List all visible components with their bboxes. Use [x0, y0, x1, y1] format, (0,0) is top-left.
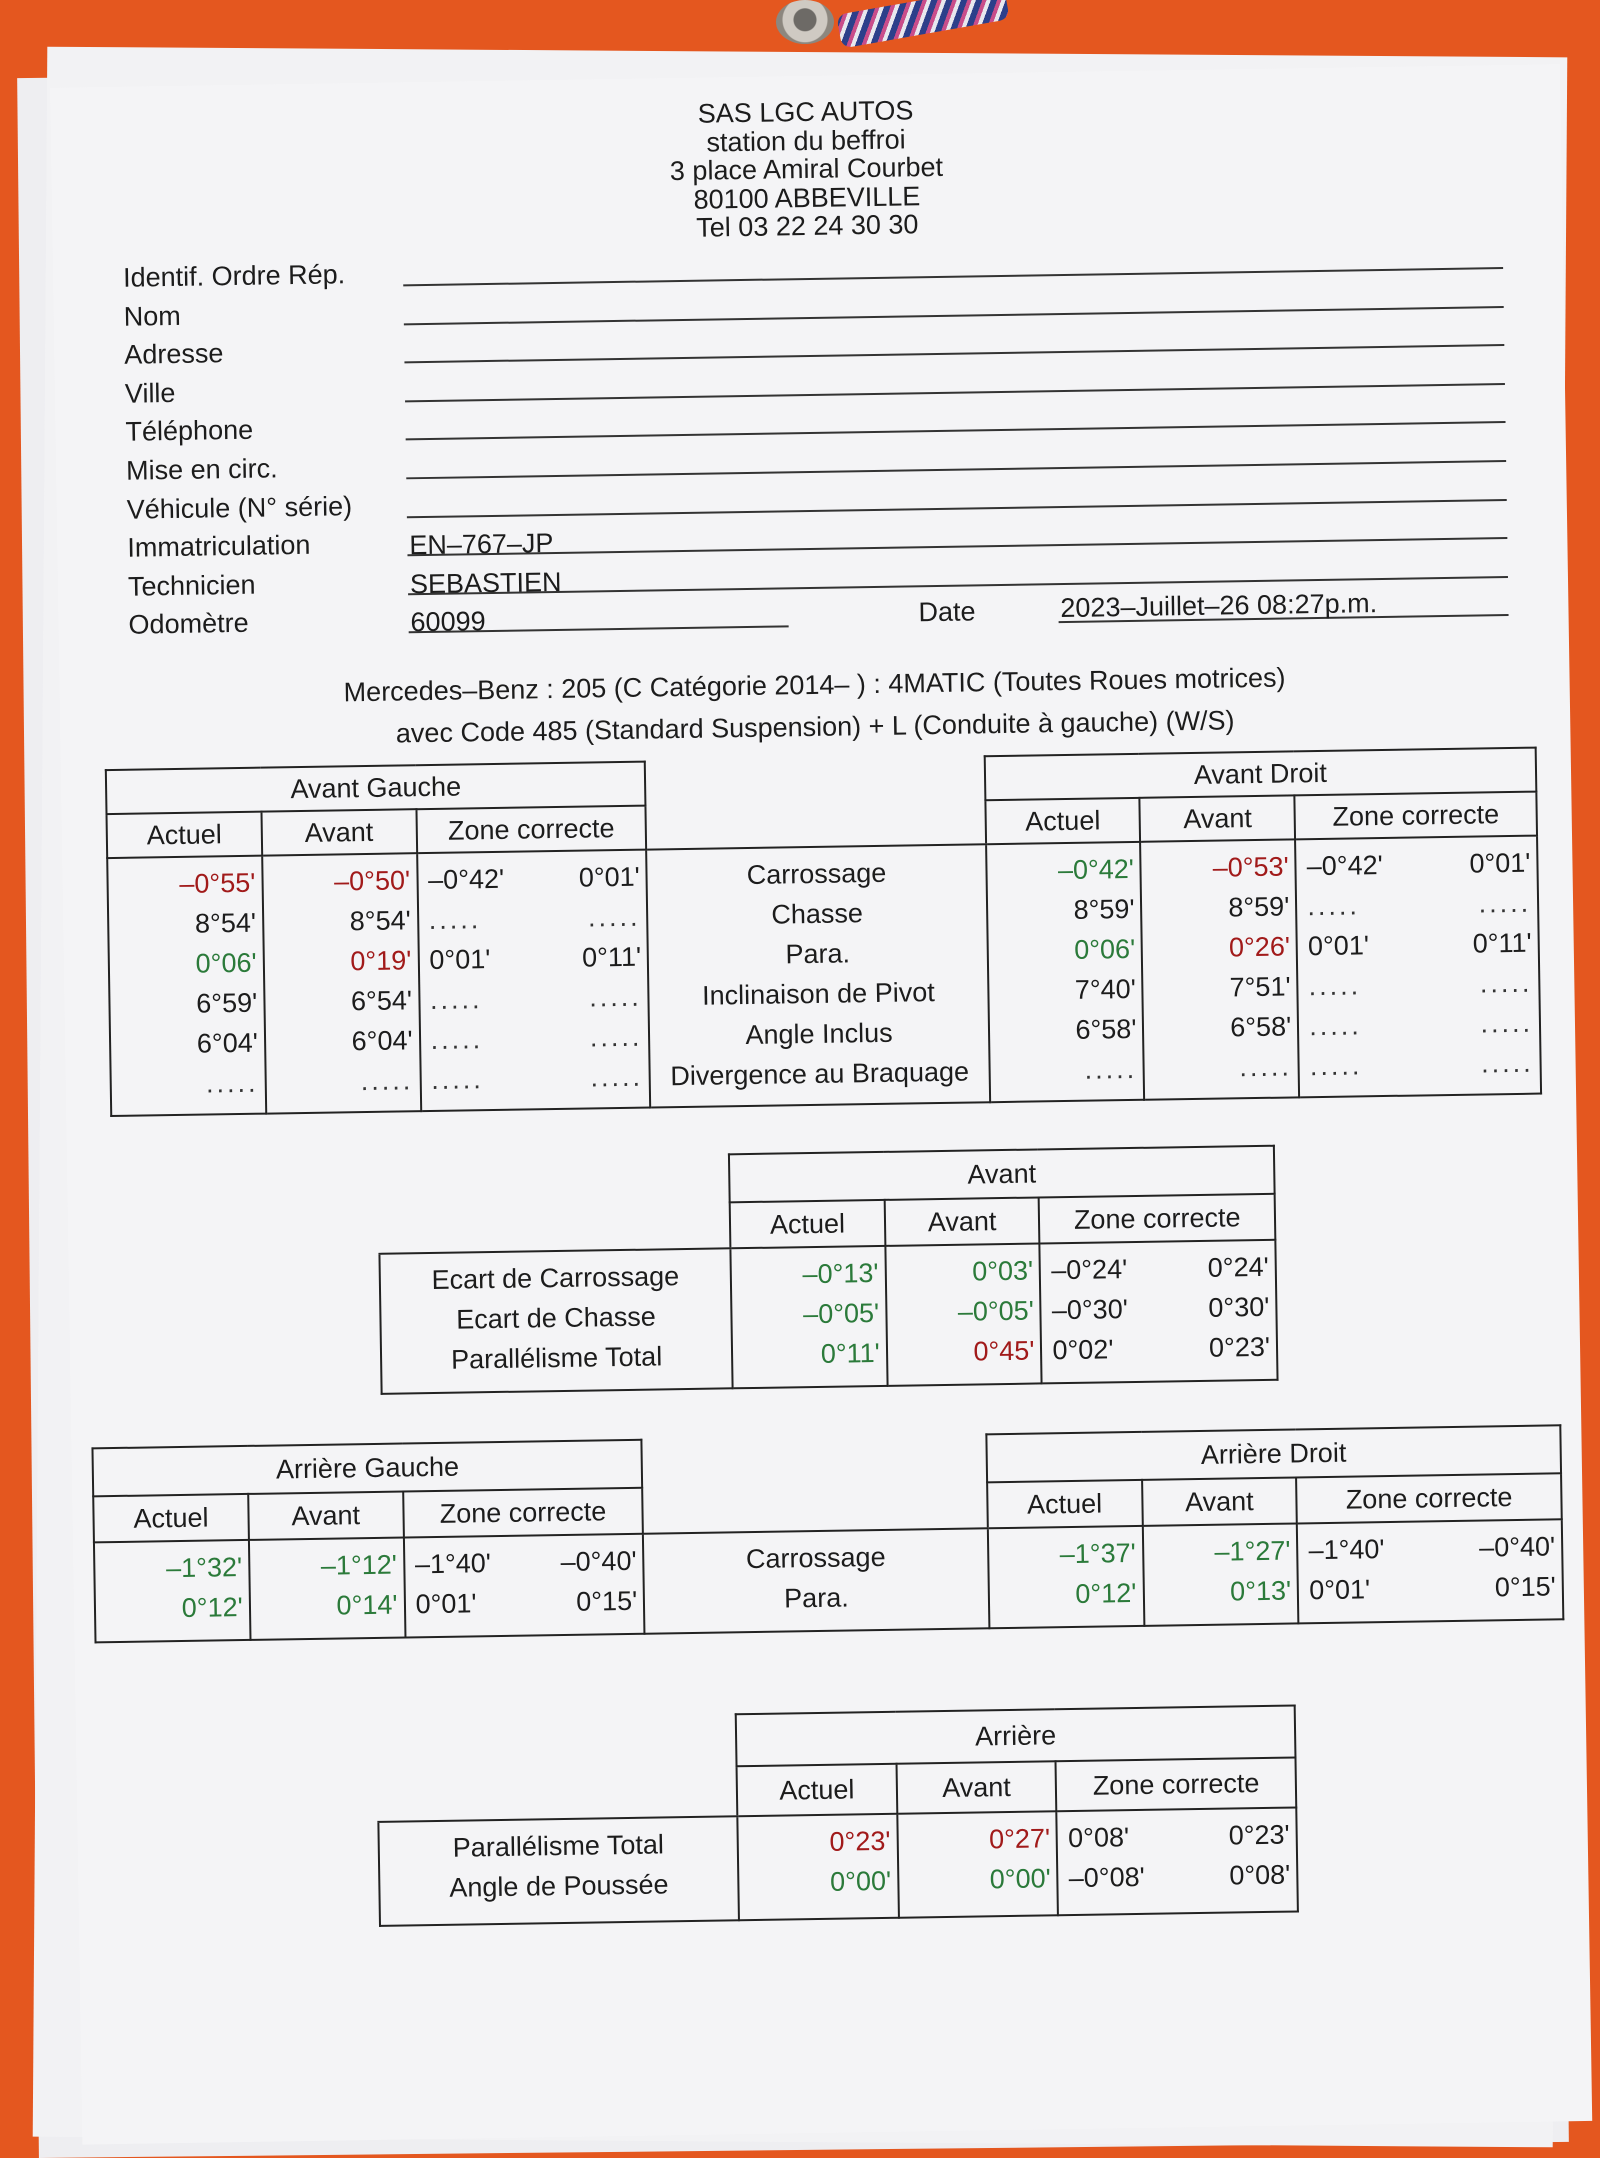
field-label: Téléphone [125, 415, 254, 448]
company-street: 3 place Amiral Courbet [669, 151, 944, 187]
zone-max: 0°11' [1472, 927, 1532, 959]
value: 6°04' [351, 1025, 413, 1057]
value: 8°54' [194, 907, 257, 939]
front-wheels-table [105, 747, 1542, 1117]
value: –1°27' [1214, 1535, 1291, 1567]
spacer [379, 1202, 731, 1254]
front-left-zone [417, 850, 651, 1112]
dots: ..... [587, 901, 641, 933]
row-label: Parallélisme Total [450, 1341, 663, 1375]
value: –1°37' [1059, 1537, 1137, 1570]
zone-min: –0°42' [427, 863, 505, 896]
value: 0°11' [820, 1337, 881, 1369]
folder-grommet [776, 0, 834, 44]
rear-right-title: Arrière Droit [986, 1425, 1561, 1482]
date-value: 2023–Juillet–26 08:27p.m. [1060, 588, 1378, 624]
front-row-labels [646, 844, 989, 1107]
row-label: Para. [785, 938, 851, 970]
col-avant: Avant [1140, 795, 1295, 841]
zone-row [1042, 1287, 1276, 1331]
rear-row-labels [643, 1528, 989, 1633]
zone-row [1298, 963, 1538, 1007]
company-station: station du beffroi [706, 123, 906, 158]
date-label: Date [918, 596, 976, 628]
folder-cord [836, 0, 1009, 49]
company-phone: Tel 03 22 24 30 30 [696, 209, 919, 243]
row-label: Angle de Poussée [449, 1869, 669, 1903]
front-left-title: Avant Gauche [106, 762, 646, 814]
zone-min: 0°02' [1052, 1334, 1114, 1366]
dots: ..... [431, 1064, 485, 1095]
zone-min: –0°08' [1068, 1861, 1146, 1894]
value: 0°26' [1228, 931, 1291, 963]
zone-row [418, 857, 646, 901]
value: –1°32' [165, 1552, 243, 1584]
value: 0°06' [1073, 933, 1136, 965]
zone-min: 0°01' [1307, 930, 1370, 962]
zone-row [1042, 1327, 1276, 1371]
spacer [377, 1714, 737, 1772]
value: 8°54' [349, 905, 412, 937]
row-label: Parallélisme Total [452, 1829, 665, 1863]
field-label: Identif. Ordre Rép. [122, 259, 346, 293]
value: 0°03' [971, 1255, 1034, 1287]
value: 7°40' [1074, 973, 1137, 1005]
col-zone: Zone correcte [403, 1488, 643, 1538]
col-zone: Zone correcte [416, 806, 646, 854]
zone-min: –1°40' [414, 1548, 492, 1580]
value: –0°53' [1212, 851, 1289, 883]
spacer [646, 800, 986, 849]
zone-max: 0°08' [1229, 1859, 1291, 1891]
dots: ..... [429, 984, 483, 1016]
zone-row [418, 897, 646, 941]
row-label: Para. [783, 1582, 849, 1614]
zone-row [1297, 883, 1537, 927]
zone-row [419, 937, 647, 981]
zone-row [420, 1017, 648, 1061]
zone-row [1041, 1247, 1275, 1291]
zone-min: –0°30' [1051, 1294, 1129, 1326]
value: –0°55' [179, 867, 256, 899]
company-header [50, 86, 1562, 252]
col-avant: Avant [1142, 1477, 1298, 1525]
zone-max: –0°40' [560, 1545, 637, 1578]
value: –0°05' [802, 1297, 880, 1330]
row-label: Chasse [771, 898, 864, 930]
zone-row [420, 977, 648, 1021]
customer-fields [123, 235, 1509, 643]
alignment-report-sheet [50, 64, 1592, 2144]
dots: ..... [430, 1024, 484, 1055]
value: 0°13' [1229, 1575, 1292, 1607]
col-actuel: Actuel [730, 1200, 885, 1248]
rear-right-zone [1297, 1519, 1563, 1623]
front-left-actuel [107, 856, 266, 1116]
front-axle-zone [1040, 1240, 1278, 1384]
front-axle-row-labels [379, 1248, 732, 1393]
row-label: Angle Inclus [745, 1017, 893, 1051]
dots: ..... [1308, 970, 1362, 1002]
front-right-avant [1141, 839, 1300, 1099]
field-label: Ville [124, 377, 176, 409]
field-label: Technicien [127, 569, 256, 602]
zone-max: 0°11' [581, 941, 642, 973]
row-label: Ecart de Carrossage [431, 1261, 680, 1296]
dots: ..... [588, 981, 642, 1013]
value: –0°42' [1057, 853, 1135, 886]
zone-min: 0°01' [429, 944, 491, 976]
value: –0°50' [333, 865, 411, 897]
dots: ..... [1309, 1050, 1363, 1082]
col-avant: Avant [261, 809, 416, 855]
row-label: Carrossage [745, 1541, 886, 1575]
spacer [378, 1154, 730, 1208]
zone-max: 0°01' [1469, 847, 1531, 879]
zone-max: 0°15' [575, 1585, 638, 1617]
value: 0°19' [350, 945, 412, 977]
vehicle-description [59, 652, 1570, 760]
spacer [642, 1434, 987, 1487]
value: 0°00' [829, 1865, 892, 1897]
front-axle-table [377, 1145, 1279, 1395]
technicien-value: SEBASTIEN [409, 566, 562, 600]
value: 0°27' [988, 1823, 1051, 1855]
zone-min: –0°24' [1050, 1254, 1128, 1286]
zone-row [1300, 1043, 1540, 1087]
front-right-zone [1295, 836, 1541, 1098]
col-zone: Zone correcte [1056, 1758, 1296, 1812]
spacer [378, 1766, 738, 1822]
zone-min: 0°01' [415, 1588, 477, 1620]
col-zone: Zone correcte [1295, 792, 1537, 840]
spacer [645, 756, 985, 805]
front-right-actuel [986, 842, 1145, 1102]
immatriculation-value: EN–767–JP [409, 528, 554, 561]
field-label: Véhicule (N° série) [126, 490, 353, 525]
rear-axle-row-labels [378, 1816, 739, 1926]
front-axle-avant [885, 1243, 1042, 1385]
rear-axle-zone [1057, 1807, 1298, 1915]
value: 0°12' [1075, 1577, 1137, 1609]
zone-min: 0°08' [1067, 1822, 1130, 1854]
value: –1°12' [320, 1549, 398, 1581]
rear-axle-title: Arrière [736, 1706, 1296, 1767]
zone-min: –0°42' [1306, 850, 1383, 882]
row-label: Divergence au Braquage [670, 1056, 970, 1092]
value: 6°04' [196, 1027, 259, 1059]
spacer [642, 1482, 987, 1533]
rear-left-zone [404, 1534, 645, 1638]
company-city: 80100 ABBEVILLE [693, 180, 921, 215]
vehicle-line-1: Mercedes–Benz : 205 (C Catégorie 2014– ) : 4MATIC (Toutes Roues motrices) [343, 662, 1286, 708]
value: 0°12' [181, 1592, 244, 1623]
dots: ..... [1309, 1010, 1362, 1042]
rear-left-avant [249, 1537, 405, 1639]
field-label: Immatriculation [127, 529, 311, 563]
rear-axle-avant [897, 1811, 1058, 1917]
value: 0°45' [973, 1335, 1035, 1367]
dots: ..... [1084, 1053, 1138, 1085]
front-right-title: Avant Droit [984, 748, 1536, 801]
value: 6°58' [1075, 1013, 1137, 1045]
dots: ..... [1480, 1007, 1534, 1039]
col-zone: Zone correcte [1296, 1473, 1561, 1523]
zone-row [1298, 1526, 1561, 1570]
dots: ..... [205, 1067, 259, 1099]
rear-wheels-table [91, 1424, 1564, 1643]
zone-row [1058, 1855, 1296, 1899]
rear-left-title: Arrière Gauche [92, 1440, 642, 1497]
value: 6°58' [1229, 1011, 1292, 1043]
rear-axle-actuel [737, 1814, 898, 1920]
col-actuel: Actuel [107, 812, 262, 858]
value: 7°51' [1229, 971, 1291, 1003]
field-label: Mise en circ. [125, 453, 278, 486]
odometre-value: 60099 [410, 606, 486, 638]
company-name: SAS LGC AUTOS [697, 95, 914, 129]
zone-max: 0°23' [1228, 1819, 1290, 1851]
value: 6°54' [350, 985, 413, 1017]
zone-row [405, 1541, 643, 1585]
value: 8°59' [1228, 891, 1290, 923]
dots: ..... [428, 904, 482, 936]
row-label: Ecart de Chasse [455, 1301, 657, 1335]
dots: ..... [1479, 967, 1533, 999]
dots: ..... [360, 1065, 414, 1097]
front-left-avant [262, 853, 421, 1113]
front-axle-actuel [730, 1246, 887, 1388]
rear-right-avant [1142, 1523, 1298, 1625]
col-actuel: Actuel [987, 1480, 1143, 1528]
zone-max: 0°30' [1208, 1291, 1270, 1323]
zone-max: 0°15' [1494, 1571, 1557, 1603]
zone-min: –1°40' [1308, 1534, 1385, 1566]
field-label: Nom [123, 300, 181, 332]
row-label: Carrossage [746, 857, 887, 891]
rear-right-actuel [988, 1526, 1144, 1628]
rear-left-actuel [94, 1540, 250, 1642]
value: 6°59' [196, 987, 258, 1019]
value: 8°59' [1073, 893, 1135, 925]
zone-max: 0°23' [1208, 1331, 1271, 1363]
col-avant: Avant [884, 1197, 1039, 1245]
value: 0°00' [989, 1863, 1051, 1895]
rear-axle-table [376, 1704, 1299, 1926]
zone-min: 0°01' [1308, 1574, 1371, 1606]
col-actuel: Actuel [737, 1764, 897, 1817]
dots: ..... [589, 1021, 643, 1053]
row-label: Inclinaison de Pivot [701, 977, 935, 1011]
value: 0°14' [336, 1589, 398, 1621]
value: 0°23' [829, 1825, 891, 1857]
dots: ..... [1307, 890, 1361, 922]
value: –0°05' [957, 1295, 1035, 1327]
zone-row [1058, 1815, 1296, 1859]
col-actuel: Actuel [93, 1494, 249, 1542]
value: 0°06' [195, 947, 257, 979]
zone-row [1299, 1566, 1562, 1610]
zone-max: –0°40' [1478, 1531, 1556, 1563]
vehicle-line-2: avec Code 485 (Standard Suspension) + L (Conduite à gauche) (W/S) [395, 705, 1235, 749]
zone-max: 0°24' [1207, 1251, 1269, 1283]
dots: ..... [1478, 887, 1532, 919]
col-avant: Avant [248, 1491, 404, 1539]
dots: ..... [1480, 1047, 1534, 1079]
zone-row [421, 1057, 649, 1101]
field-label: Odomètre [128, 608, 249, 641]
zone-row [1298, 923, 1538, 967]
zone-row [405, 1581, 643, 1625]
zone-max: 0°01' [578, 861, 641, 893]
zone-row [1296, 843, 1536, 887]
col-actuel: Actuel [985, 798, 1140, 844]
value: –0°13' [802, 1257, 879, 1290]
col-zone: Zone correcte [1039, 1194, 1275, 1244]
field-label: Adresse [124, 338, 224, 370]
zone-row [1299, 1003, 1539, 1047]
dots: ..... [590, 1061, 644, 1093]
front-axle-title: Avant [729, 1146, 1275, 1203]
col-avant: Avant [896, 1761, 1056, 1814]
dots: ..... [1239, 1051, 1293, 1083]
